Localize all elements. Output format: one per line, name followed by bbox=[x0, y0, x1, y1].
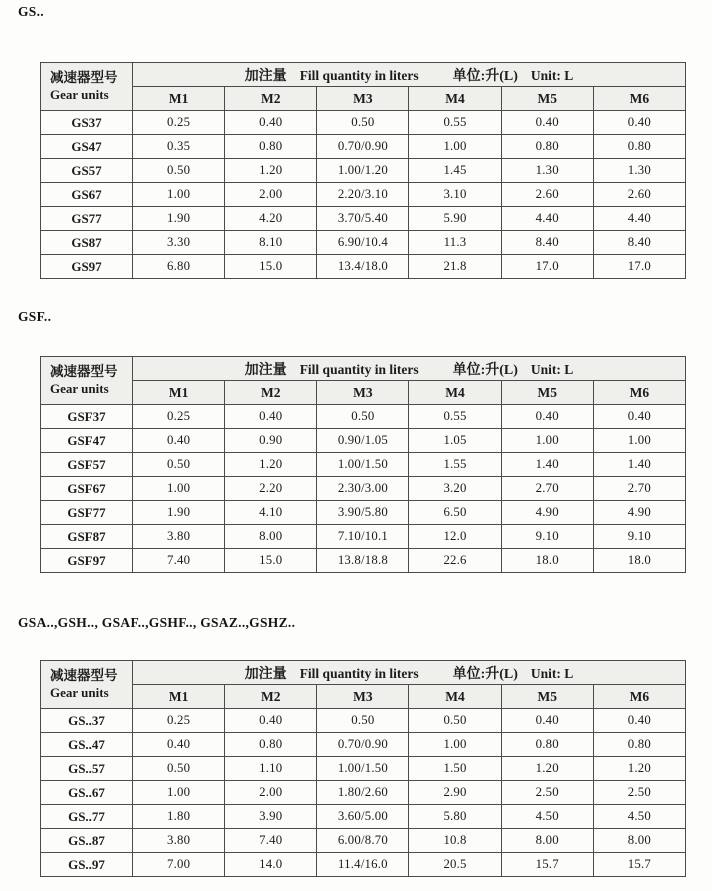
cell-m2: 15.0 bbox=[225, 255, 317, 279]
table-row bbox=[41, 781, 686, 805]
gear-units-header-zh: 减速器型号 bbox=[50, 668, 118, 684]
column-header-m1: M1 bbox=[133, 685, 225, 709]
cell-m4: 10.8 bbox=[409, 829, 501, 853]
cell-m6: 2.60 bbox=[593, 183, 685, 207]
cell-m4: 3.10 bbox=[409, 183, 501, 207]
cell-m4: 3.20 bbox=[409, 477, 501, 501]
table-row bbox=[41, 549, 686, 573]
cell-m2: 7.40 bbox=[225, 829, 317, 853]
cell-m3: 0.50 bbox=[317, 111, 409, 135]
cell-m4: 1.50 bbox=[409, 757, 501, 781]
gear-unit-label: GS37 bbox=[41, 111, 133, 135]
cell-m3: 2.30/3.00 bbox=[317, 477, 409, 501]
gear-unit-label: GS67 bbox=[41, 183, 133, 207]
cell-m1: 0.25 bbox=[133, 111, 225, 135]
fill-quantity-label-en: Fill quantity in liters bbox=[299, 665, 419, 681]
column-header-m3: M3 bbox=[317, 87, 409, 111]
cell-m2: 1.20 bbox=[225, 159, 317, 183]
cell-m3: 1.00/1.50 bbox=[317, 453, 409, 477]
fill-quantity-header bbox=[133, 661, 686, 685]
table-row bbox=[41, 805, 686, 829]
cell-m4: 6.50 bbox=[409, 501, 501, 525]
cell-m1: 3.80 bbox=[133, 525, 225, 549]
m-columns-row bbox=[41, 87, 686, 111]
cell-m3: 3.60/5.00 bbox=[317, 805, 409, 829]
table-row bbox=[41, 111, 686, 135]
cell-m6: 1.30 bbox=[593, 159, 685, 183]
cell-m1: 6.80 bbox=[133, 255, 225, 279]
cell-m1: 0.40 bbox=[133, 429, 225, 453]
cell-m6: 0.80 bbox=[593, 733, 685, 757]
gear-units-header-en: Gear units bbox=[50, 380, 109, 396]
cell-m5: 0.40 bbox=[501, 709, 593, 733]
cell-m5: 0.40 bbox=[501, 111, 593, 135]
cell-m6: 15.7 bbox=[593, 853, 685, 877]
column-header-m1: M1 bbox=[133, 87, 225, 111]
table-row bbox=[41, 829, 686, 853]
table-body bbox=[41, 405, 686, 573]
cell-m6: 4.90 bbox=[593, 501, 685, 525]
m-columns-row bbox=[41, 685, 686, 709]
section-title-gsa-gsh: GSA..,GSH.., GSAF..,GSHF.., GSAZ..,GSHZ.. bbox=[18, 615, 296, 630]
cell-m1: 1.00 bbox=[133, 781, 225, 805]
cell-m1: 0.40 bbox=[133, 733, 225, 757]
cell-m4: 2.90 bbox=[409, 781, 501, 805]
cell-m6: 8.00 bbox=[593, 829, 685, 853]
table-row bbox=[41, 135, 686, 159]
cell-m6: 1.00 bbox=[593, 429, 685, 453]
cell-m6: 1.40 bbox=[593, 453, 685, 477]
cell-m6: 4.50 bbox=[593, 805, 685, 829]
gear-unit-label: GS..77 bbox=[41, 805, 133, 829]
table-row bbox=[41, 405, 686, 429]
fill-quantity-table-gs bbox=[40, 62, 686, 279]
cell-m5: 4.90 bbox=[501, 501, 593, 525]
gear-units-header-en: Gear units bbox=[50, 86, 109, 102]
cell-m5: 0.80 bbox=[501, 135, 593, 159]
cell-m4: 1.00 bbox=[409, 135, 501, 159]
gear-unit-label: GS..57 bbox=[41, 757, 133, 781]
table-row bbox=[41, 501, 686, 525]
cell-m3: 3.70/5.40 bbox=[317, 207, 409, 231]
cell-m1: 0.50 bbox=[133, 159, 225, 183]
cell-m3: 11.4/16.0 bbox=[317, 853, 409, 877]
gear-units-header bbox=[41, 63, 133, 111]
gear-unit-label: GS87 bbox=[41, 231, 133, 255]
gear-unit-label: GS..97 bbox=[41, 853, 133, 877]
cell-m5: 2.50 bbox=[501, 781, 593, 805]
cell-m2: 4.20 bbox=[225, 207, 317, 231]
cell-m4: 1.55 bbox=[409, 453, 501, 477]
cell-m5: 15.7 bbox=[501, 853, 593, 877]
fill-quantity-label-en: Fill quantity in liters bbox=[299, 67, 419, 83]
fill-quantity-table-gsf bbox=[40, 356, 686, 573]
gear-unit-label: GS..67 bbox=[41, 781, 133, 805]
cell-m3: 0.70/0.90 bbox=[317, 135, 409, 159]
cell-m1: 1.00 bbox=[133, 477, 225, 501]
column-header-m4: M4 bbox=[409, 87, 501, 111]
cell-m5: 1.20 bbox=[501, 757, 593, 781]
cell-m6: 2.70 bbox=[593, 477, 685, 501]
cell-m2: 14.0 bbox=[225, 853, 317, 877]
cell-m2: 0.80 bbox=[225, 733, 317, 757]
cell-m4: 0.55 bbox=[409, 111, 501, 135]
cell-m5: 9.10 bbox=[501, 525, 593, 549]
table-head bbox=[41, 661, 686, 709]
cell-m5: 17.0 bbox=[501, 255, 593, 279]
cell-m5: 0.80 bbox=[501, 733, 593, 757]
table-row bbox=[41, 477, 686, 501]
gear-unit-label: GS..47 bbox=[41, 733, 133, 757]
cell-m2: 1.10 bbox=[225, 757, 317, 781]
m-columns-row bbox=[41, 381, 686, 405]
fill-quantity-header bbox=[133, 63, 686, 87]
cell-m4: 0.50 bbox=[409, 709, 501, 733]
cell-m5: 18.0 bbox=[501, 549, 593, 573]
cell-m4: 20.5 bbox=[409, 853, 501, 877]
gear-unit-label: GSF87 bbox=[41, 525, 133, 549]
cell-m2: 8.10 bbox=[225, 231, 317, 255]
fill-quantity-header bbox=[133, 357, 686, 381]
cell-m6: 0.40 bbox=[593, 111, 685, 135]
cell-m1: 7.00 bbox=[133, 853, 225, 877]
cell-m3: 1.80/2.60 bbox=[317, 781, 409, 805]
cell-m1: 0.50 bbox=[133, 453, 225, 477]
cell-m2: 1.20 bbox=[225, 453, 317, 477]
table-row bbox=[41, 709, 686, 733]
table-row bbox=[41, 207, 686, 231]
cell-m1: 0.25 bbox=[133, 709, 225, 733]
cell-m4: 5.90 bbox=[409, 207, 501, 231]
cell-m4: 11.3 bbox=[409, 231, 501, 255]
gear-units-header bbox=[41, 661, 133, 709]
column-header-m2: M2 bbox=[225, 685, 317, 709]
gear-unit-label: GSF37 bbox=[41, 405, 133, 429]
gear-units-header-zh: 减速器型号 bbox=[50, 70, 118, 86]
cell-m6: 1.20 bbox=[593, 757, 685, 781]
column-header-m4: M4 bbox=[409, 685, 501, 709]
fill-quantity-label-zh: 加注量 bbox=[244, 68, 287, 84]
unit-label-zh: 单位:升(L) bbox=[452, 666, 518, 682]
cell-m3: 0.70/0.90 bbox=[317, 733, 409, 757]
table-row bbox=[41, 159, 686, 183]
column-header-m5: M5 bbox=[501, 381, 593, 405]
cell-m5: 2.70 bbox=[501, 477, 593, 501]
cell-m5: 1.40 bbox=[501, 453, 593, 477]
cell-m2: 2.20 bbox=[225, 477, 317, 501]
column-header-m2: M2 bbox=[225, 381, 317, 405]
column-header-m6: M6 bbox=[593, 685, 685, 709]
unit-label-zh: 单位:升(L) bbox=[452, 362, 518, 378]
cell-m2: 0.40 bbox=[225, 709, 317, 733]
cell-m1: 0.35 bbox=[133, 135, 225, 159]
cell-m1: 1.90 bbox=[133, 501, 225, 525]
cell-m4: 1.00 bbox=[409, 733, 501, 757]
gear-unit-label: GS77 bbox=[41, 207, 133, 231]
table-row bbox=[41, 183, 686, 207]
gear-unit-label: GS47 bbox=[41, 135, 133, 159]
table-row bbox=[41, 757, 686, 781]
cell-m2: 0.80 bbox=[225, 135, 317, 159]
cell-m4: 22.6 bbox=[409, 549, 501, 573]
gear-unit-label: GS..37 bbox=[41, 709, 133, 733]
table-body bbox=[41, 111, 686, 279]
column-header-m3: M3 bbox=[317, 685, 409, 709]
table-row bbox=[41, 255, 686, 279]
fill-quantity-table-gsa-gsh bbox=[40, 660, 686, 877]
cell-m1: 1.00 bbox=[133, 183, 225, 207]
cell-m5: 2.60 bbox=[501, 183, 593, 207]
table-head bbox=[41, 63, 686, 111]
cell-m3: 0.50 bbox=[317, 709, 409, 733]
table-row bbox=[41, 429, 686, 453]
cell-m6: 18.0 bbox=[593, 549, 685, 573]
table-head bbox=[41, 357, 686, 405]
cell-m5: 0.40 bbox=[501, 405, 593, 429]
cell-m3: 3.90/5.80 bbox=[317, 501, 409, 525]
fill-quantity-label-zh: 加注量 bbox=[244, 362, 287, 378]
gear-unit-label: GS..87 bbox=[41, 829, 133, 853]
gear-unit-label: GSF57 bbox=[41, 453, 133, 477]
column-header-m6: M6 bbox=[593, 87, 685, 111]
column-header-m6: M6 bbox=[593, 381, 685, 405]
section-title-gsf: GSF.. bbox=[18, 309, 52, 324]
cell-m1: 3.30 bbox=[133, 231, 225, 255]
gear-units-header-zh: 减速器型号 bbox=[50, 364, 118, 380]
gear-unit-label: GS97 bbox=[41, 255, 133, 279]
unit-label-en: Unit: L bbox=[530, 67, 574, 83]
cell-m3: 13.8/18.8 bbox=[317, 549, 409, 573]
cell-m3: 1.00/1.20 bbox=[317, 159, 409, 183]
cell-m4: 21.8 bbox=[409, 255, 501, 279]
cell-m2: 0.40 bbox=[225, 111, 317, 135]
cell-m2: 8.00 bbox=[225, 525, 317, 549]
cell-m1: 0.50 bbox=[133, 757, 225, 781]
cell-m5: 1.30 bbox=[501, 159, 593, 183]
cell-m2: 0.90 bbox=[225, 429, 317, 453]
section-title-gs: GS.. bbox=[18, 4, 44, 19]
cell-m1: 7.40 bbox=[133, 549, 225, 573]
cell-m4: 0.55 bbox=[409, 405, 501, 429]
cell-m6: 8.40 bbox=[593, 231, 685, 255]
gear-unit-label: GSF47 bbox=[41, 429, 133, 453]
column-header-m1: M1 bbox=[133, 381, 225, 405]
gear-units-header-en: Gear units bbox=[50, 684, 109, 700]
column-header-m5: M5 bbox=[501, 685, 593, 709]
table-row bbox=[41, 525, 686, 549]
cell-m2: 4.10 bbox=[225, 501, 317, 525]
table-row bbox=[41, 853, 686, 877]
cell-m1: 1.90 bbox=[133, 207, 225, 231]
cell-m2: 2.00 bbox=[225, 781, 317, 805]
cell-m2: 0.40 bbox=[225, 405, 317, 429]
cell-m6: 0.80 bbox=[593, 135, 685, 159]
fill-quantity-label-en: Fill quantity in liters bbox=[299, 361, 419, 377]
table-row bbox=[41, 733, 686, 757]
cell-m3: 2.20/3.10 bbox=[317, 183, 409, 207]
cell-m1: 3.80 bbox=[133, 829, 225, 853]
cell-m1: 1.80 bbox=[133, 805, 225, 829]
cell-m4: 1.45 bbox=[409, 159, 501, 183]
cell-m6: 2.50 bbox=[593, 781, 685, 805]
column-header-m4: M4 bbox=[409, 381, 501, 405]
cell-m3: 7.10/10.1 bbox=[317, 525, 409, 549]
cell-m3: 1.00/1.50 bbox=[317, 757, 409, 781]
cell-m5: 8.00 bbox=[501, 829, 593, 853]
column-header-m3: M3 bbox=[317, 381, 409, 405]
cell-m3: 6.00/8.70 bbox=[317, 829, 409, 853]
gear-unit-label: GSF77 bbox=[41, 501, 133, 525]
cell-m5: 4.50 bbox=[501, 805, 593, 829]
fill-quantity-label-zh: 加注量 bbox=[244, 666, 287, 682]
cell-m3: 13.4/18.0 bbox=[317, 255, 409, 279]
gear-unit-label: GSF97 bbox=[41, 549, 133, 573]
cell-m4: 12.0 bbox=[409, 525, 501, 549]
table-row bbox=[41, 453, 686, 477]
cell-m3: 0.50 bbox=[317, 405, 409, 429]
cell-m5: 8.40 bbox=[501, 231, 593, 255]
cell-m2: 2.00 bbox=[225, 183, 317, 207]
unit-label-en: Unit: L bbox=[530, 361, 574, 377]
cell-m3: 0.90/1.05 bbox=[317, 429, 409, 453]
cell-m6: 17.0 bbox=[593, 255, 685, 279]
cell-m4: 1.05 bbox=[409, 429, 501, 453]
column-header-m2: M2 bbox=[225, 87, 317, 111]
unit-label-en: Unit: L bbox=[530, 665, 574, 681]
cell-m6: 0.40 bbox=[593, 405, 685, 429]
cell-m2: 3.90 bbox=[225, 805, 317, 829]
cell-m4: 5.80 bbox=[409, 805, 501, 829]
cell-m1: 0.25 bbox=[133, 405, 225, 429]
cell-m6: 4.40 bbox=[593, 207, 685, 231]
cell-m6: 0.40 bbox=[593, 709, 685, 733]
cell-m3: 6.90/10.4 bbox=[317, 231, 409, 255]
cell-m6: 9.10 bbox=[593, 525, 685, 549]
gear-unit-label: GSF67 bbox=[41, 477, 133, 501]
table-body bbox=[41, 709, 686, 877]
cell-m5: 4.40 bbox=[501, 207, 593, 231]
gear-units-header bbox=[41, 357, 133, 405]
cell-m2: 15.0 bbox=[225, 549, 317, 573]
gear-unit-label: GS57 bbox=[41, 159, 133, 183]
column-header-m5: M5 bbox=[501, 87, 593, 111]
cell-m5: 1.00 bbox=[501, 429, 593, 453]
table-row bbox=[41, 231, 686, 255]
unit-label-zh: 单位:升(L) bbox=[452, 68, 518, 84]
